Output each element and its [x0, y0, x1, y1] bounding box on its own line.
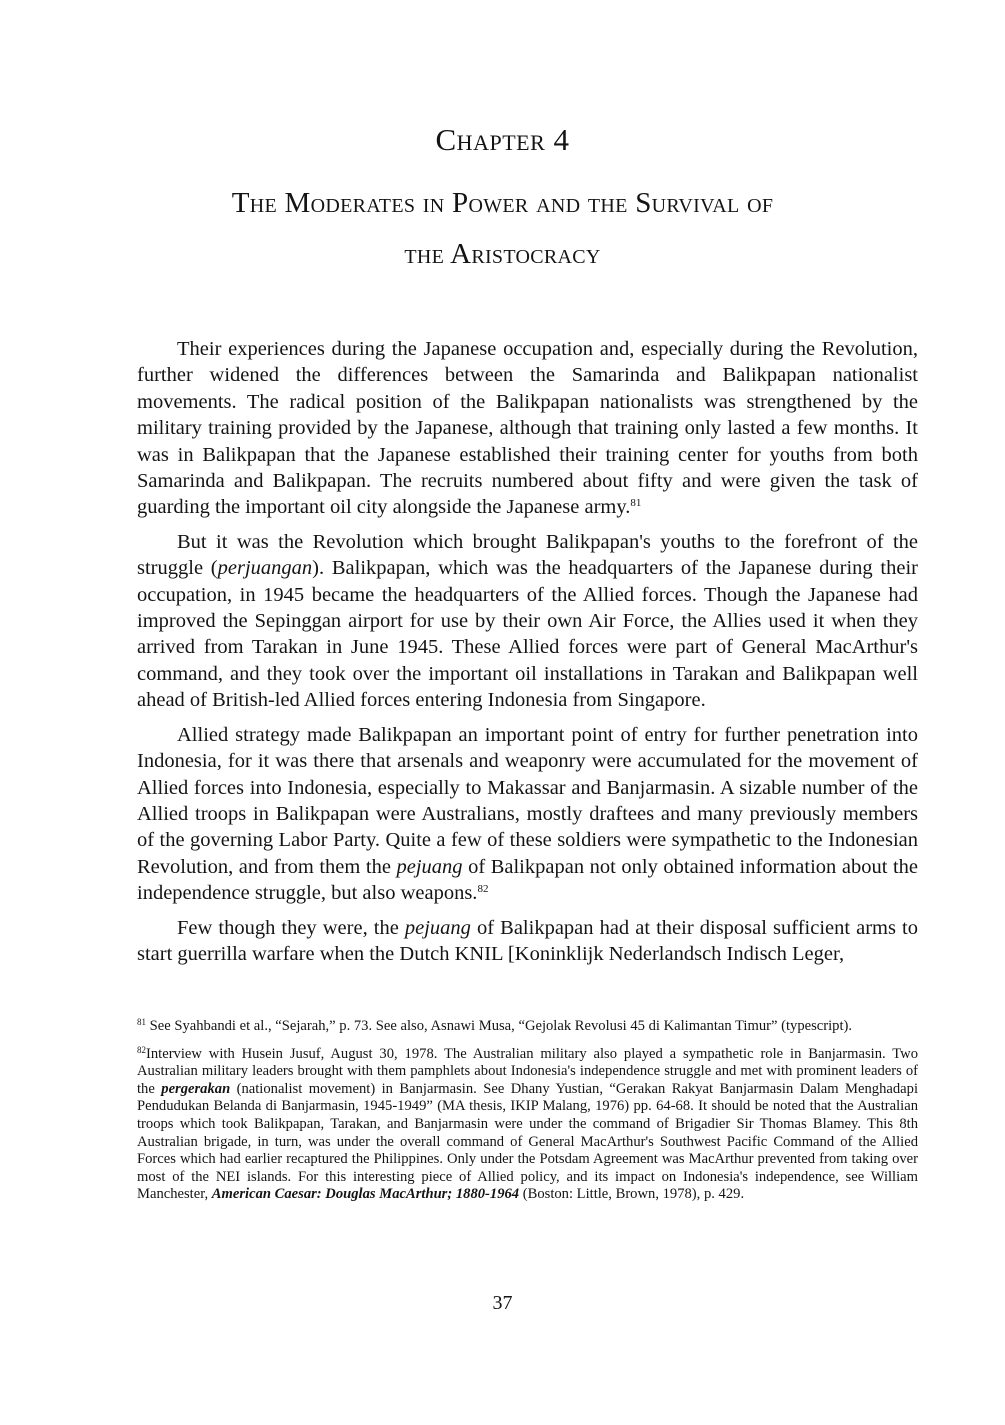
- paragraph-2: [137, 529, 918, 714]
- footnote-ref-81: 81: [630, 497, 642, 510]
- paragraph-1-text: Their experiences during the Japanese occupation and, especially during the Revolution, further widened the differences between the Samarinda and Balikpapan nationalist movements. The radical position of the Balikpapan nationalists was strengthened by the military training provided by the Japanese, although that training only lasted a few months. It was in Balikpapan that the Japanese established their training center for youths from both Samarinda and Balikpapan. The recruits numbered about fifty and were given the task of guarding the important oil city alongside the Japanese army.: [137, 338, 918, 519]
- footnote-82-text-c: (Boston: Little, Brown, 1978), p. 429.: [519, 1186, 745, 1203]
- footnotes: [137, 1018, 918, 1204]
- footnote-82-text-b: (nationalist movement) in Banjarmasin. See Dhany Yustian, “Gerakan Rakyat Banjarmasin Dalam Menghadapi Pendudukan Belanda di Banjarmasin, 1945-1949” (MA thesis, IKIP Malang, 1976) pp. 64-68. It should be noted that the Australian troops which took Balikpapan, Tarakan, and Banjarmasin were under the command of Brigadier Sir Thomas Blamey. This 8th Australian brigade, in turn, was under the overall command of General MacArthur's Southwest Pacific Command of the Allied Forces which had earlier recaptured the Philippines. Only under the Potsdam Agreement was MacArthur prevented from taking over most of the NEI islands. For this interesting piece of Allied policy, and its impact on Indonesia's independence, see William Manchester,: [137, 1080, 918, 1203]
- paragraph-1: [137, 336, 918, 521]
- body-text: [137, 336, 918, 967]
- footnote-82-number: 82: [137, 1044, 146, 1055]
- footnote-82-text-a: Interview with Husein Jusuf, August 30, 1978. The Australian military also played a sympathetic role in Banjarmasin. Two Australian military leaders brought with them pamphlets about Indonesia's independence struggle and met with prominent leaders of the: [137, 1045, 918, 1097]
- paragraph-4-text-a: Few though they were, the: [177, 916, 405, 939]
- paragraph-3-italic: pejuang: [396, 855, 463, 878]
- paragraph-2-text-b: ). Balikpapan, which was the headquarters of the Japanese during their occupation, in 1945 became the headquarters of the Allied forces. Though the Japanese had improved the Sepinggan airport for use by their own Air Force, the Allies used it when they arrived from Tarakan in June 1945. These Allied forces were part of General MacArthur's command, and they took over the important oil installations in Tarakan and Balikpapan well ahead of British-led Allied forces entering Indonesia from Singapore.: [137, 557, 919, 712]
- footnote-82-italic: pergerakan: [161, 1080, 231, 1097]
- chapter-title: [100, 178, 905, 280]
- footnote-82: [137, 1046, 918, 1204]
- page-number: 37: [492, 1292, 513, 1314]
- footnote-ref-82: 82: [477, 883, 489, 896]
- footnote-81: [137, 1018, 918, 1036]
- chapter-title-line-1: The Moderates in Power and the Survival of: [231, 187, 774, 219]
- chapter-title-line-2: the Aristocracy: [404, 238, 601, 270]
- paragraph-3: [137, 722, 918, 907]
- footnote-81-text: See Syahbandi et al., “Sejarah,” p. 73. See also, Asnawi Musa, “Gejolak Revolusi 45 di Kalimantan Timur” (typescript).: [146, 1018, 853, 1034]
- footnote-81-number: 81: [137, 1017, 146, 1027]
- paragraph-2-italic: perjuangan: [217, 557, 313, 580]
- paragraph-3-text-a: Allied strategy made Balikpapan an important point of entry for further penetration into Indonesia, for it was there that arsenals and weaponry were accumulated for the movement of Allied forces into Indonesia, especially to Makassar and Banjarmasin. A sizable number of the Allied troops in Balikpapan were Australians, mostly draftees and many previously members of the governing Labor Party. Quite a few of these soldiers were sympathetic to the Indonesian Revolution, and from them the: [137, 723, 918, 878]
- paragraph-4-italic: pejuang: [404, 916, 471, 939]
- footnote-82-book-title: American Caesar: Douglas MacArthur; 1880-1964: [211, 1186, 520, 1203]
- paragraph-2-text-a: But it was the Revolution which brought Balikpapan's youths to the forefront of the struggle (: [137, 530, 918, 580]
- paragraph-3-text-b: of Balikpapan not only obtained information about the independence struggle, but also weapons.: [137, 855, 918, 905]
- paragraph-4-text-b: of Balikpapan had at their disposal sufficient arms to start guerrilla warfare when the Dutch KNIL [Koninklijk Nederlandsch Indisch Leger,: [137, 916, 918, 965]
- paragraph-4: [137, 915, 918, 968]
- chapter-number: Chapter 4: [435, 122, 570, 157]
